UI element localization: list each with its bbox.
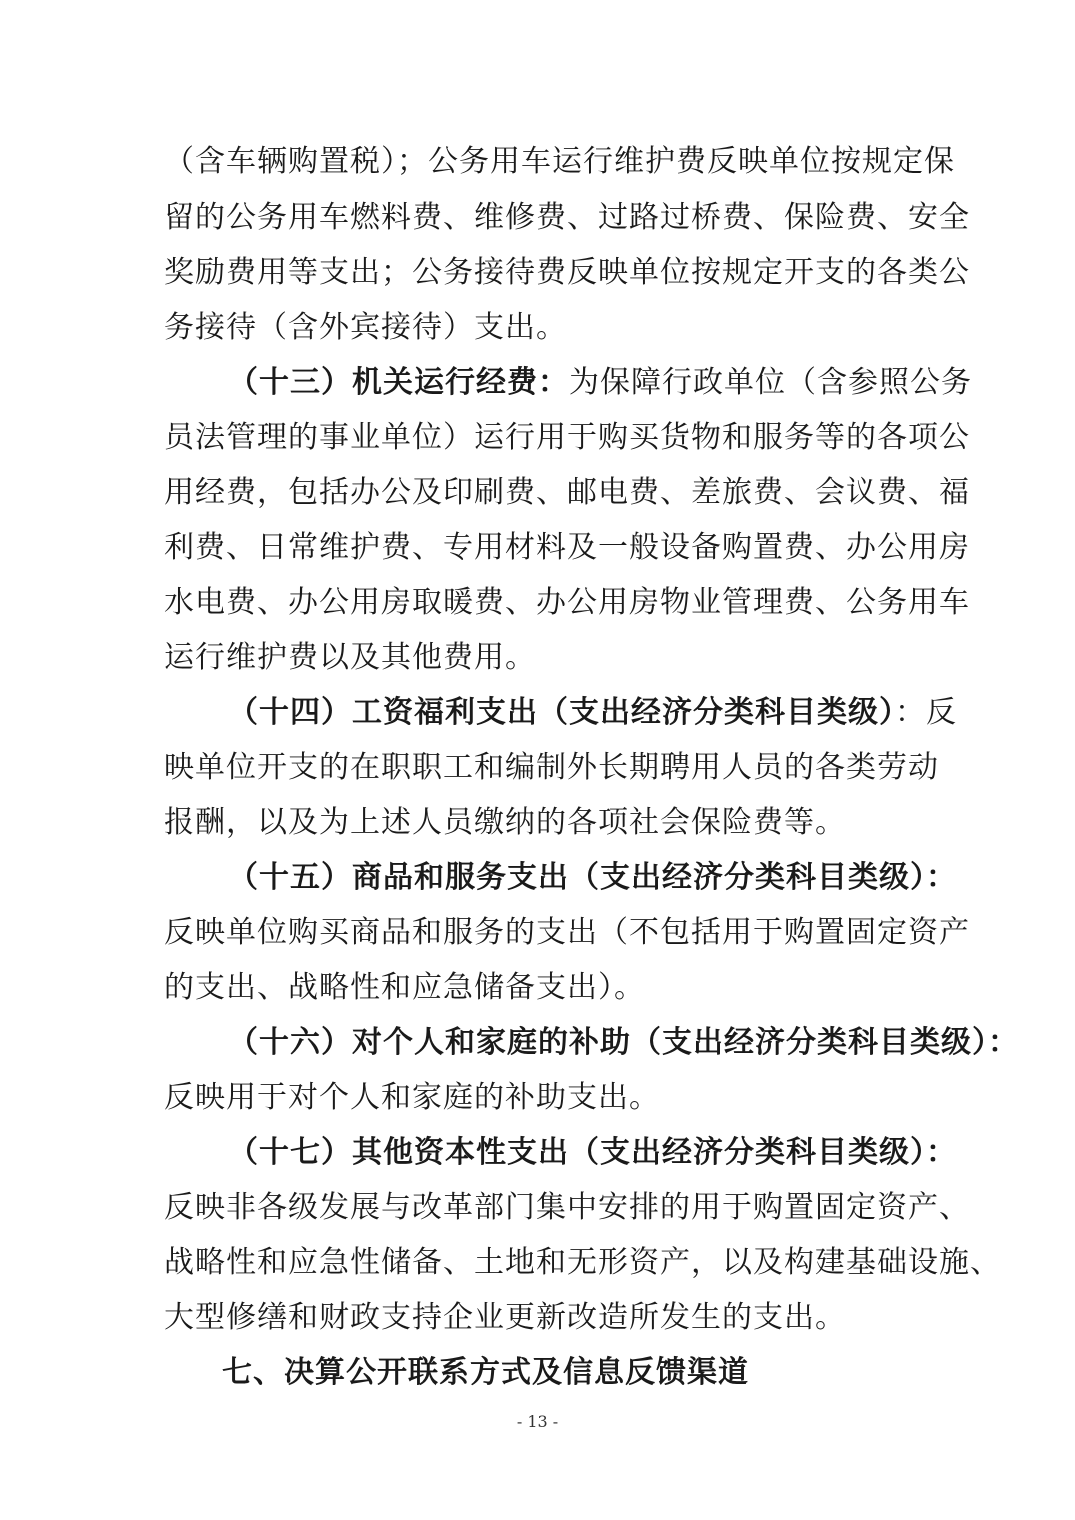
text-line: 员法管理的事业单位）运行用于购买货物和服务等的各项公 (164, 420, 970, 455)
text-line: 报酬，以及为上述人员缴纳的各项社会保险费等。 (164, 805, 846, 840)
section-7-heading: 七、决算公开联系方式及信息反馈渠道 (222, 1355, 749, 1390)
text-line: 映单位开支的在职职工和编制外长期聘用人员的各类劳动 (164, 750, 939, 785)
section-15-title: （十五）商品和服务支出（支出经济分类科目类级）： (228, 860, 957, 895)
section-16-line (228, 1023, 1019, 1063)
text-line: 务接待（含外宾接待）支出。 (164, 310, 567, 345)
text-line: 留的公务用车燃料费、维修费、过路过桥费、保险费、安全 (164, 200, 970, 235)
text-line: 奖励费用等支出；公务接待费反映单位按规定开支的各类公 (164, 255, 970, 290)
section-16-title: （十六）对个人和家庭的补助（支出经济分类科目类级）： (228, 1025, 1019, 1060)
section-13-title: （十三）机关运行经费： (228, 365, 569, 400)
text-line: 大型修缮和财政支持企业更新改造所发生的支出。 (164, 1300, 846, 1335)
section-14-title: （十四）工资福利支出（支出经济分类科目类级） (228, 695, 895, 730)
text-line: 利费、日常维护费、专用材料及一般设备购置费、办公用房 (164, 530, 970, 565)
text-line: 反映单位购买商品和服务的支出（不包括用于购置固定资产 (164, 915, 970, 950)
text-line: 战略性和应急性储备、土地和无形资产，以及构建基础设施、 (164, 1245, 1001, 1280)
text-line: 的支出、战略性和应急储备支出）。 (164, 970, 645, 1005)
section-17-line (228, 1133, 957, 1173)
text-line: 水电费、办公用房取暖费、办公用房物业管理费、公务用车 (164, 585, 970, 620)
text-line: 运行维护费以及其他费用。 (164, 640, 536, 675)
page-number: - 13 - (516, 1412, 559, 1431)
text-line: 用经费，包括办公及印刷费、邮电费、差旅费、会议费、福 (164, 475, 970, 510)
section-17-title: （十七）其他资本性支出（支出经济分类科目类级）： (228, 1135, 957, 1170)
text-line: 反映非各级发展与改革部门集中安排的用于购置固定资产、 (164, 1190, 970, 1225)
text-line: （含车辆购置税）；公务用车运行维护费反映单位按规定保 (164, 144, 955, 179)
text-line: 反映用于对个人和家庭的补助支出。 (164, 1080, 660, 1115)
section-14-line: （十四）工资福利支出（支出经济分类科目类级）：反 (228, 695, 957, 730)
section-15-line (228, 858, 957, 898)
section-13-line: （十三）机关运行经费：为保障行政单位（含参照公务 (228, 365, 972, 400)
